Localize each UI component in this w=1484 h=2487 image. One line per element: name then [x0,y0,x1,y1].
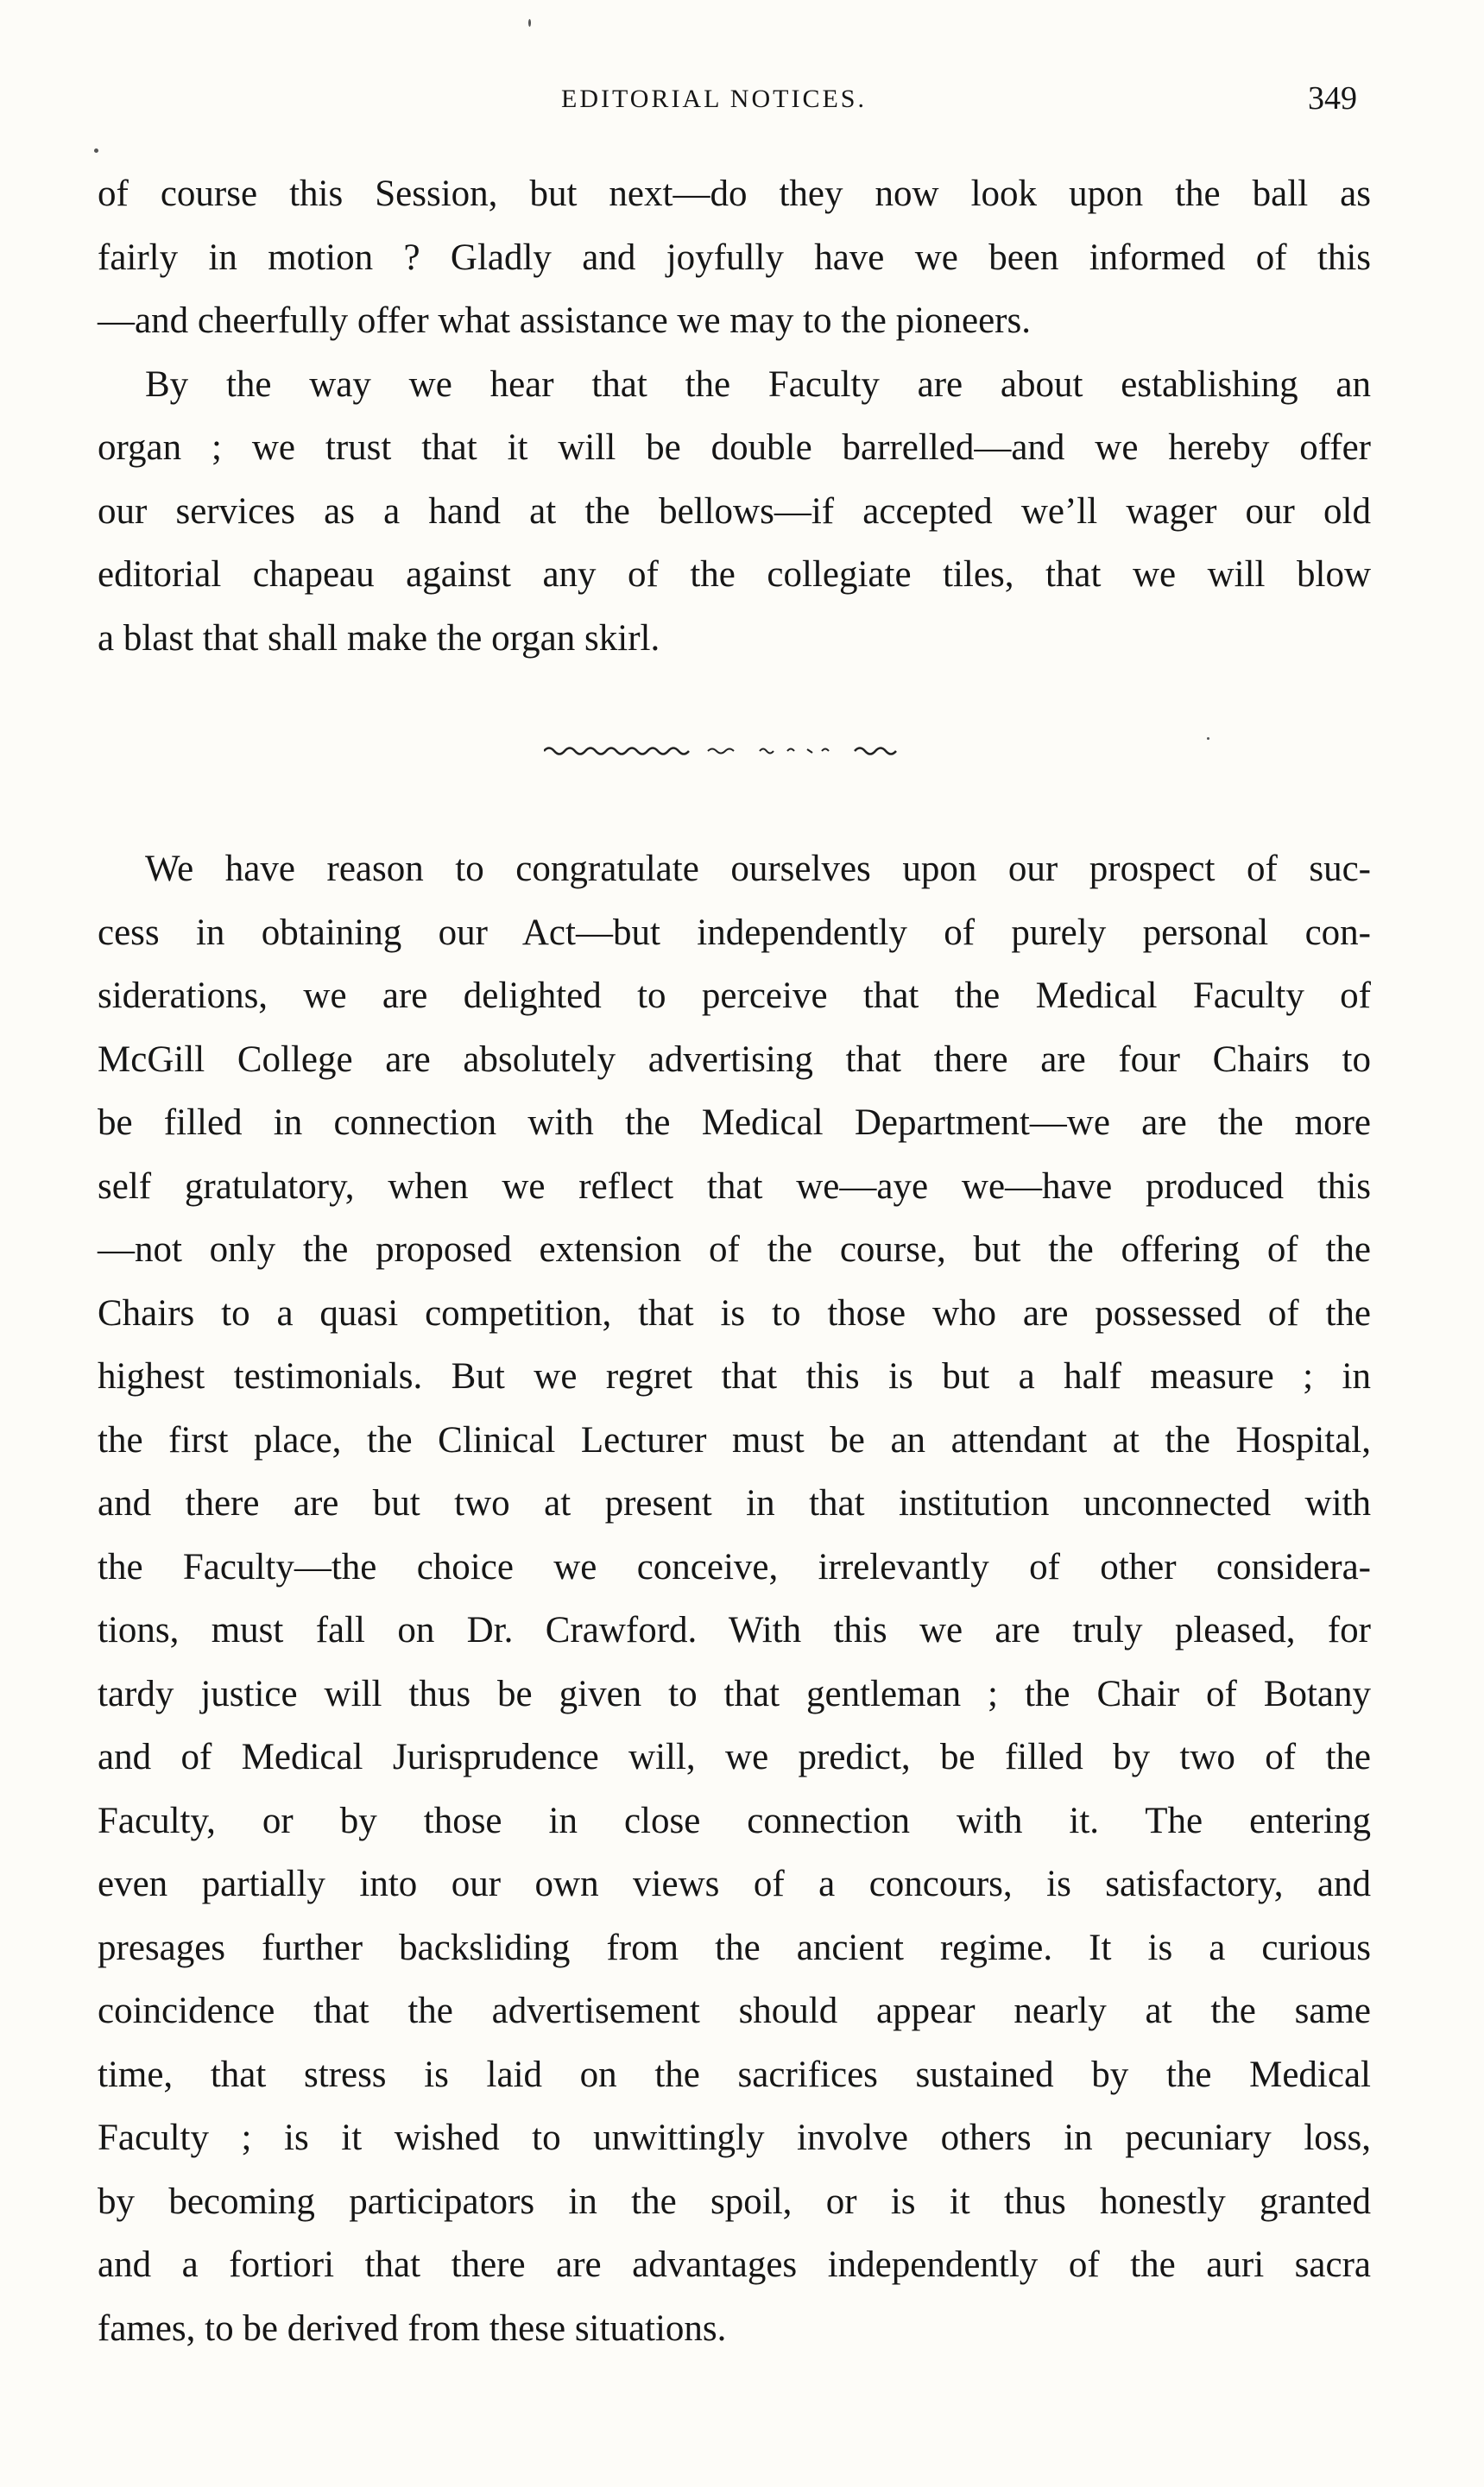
text-line: siderations, we are delighted to perceive that the Medical Faculty of [98,975,1371,1016]
paragraph-group-top [98,162,1371,670]
text-line: coincidence that the advertisement should appear nearly at the same [98,1991,1371,2031]
text-line: be filled in connection with the Medical Department—we are the more [98,1102,1371,1143]
text-line: We have reason to congratulate ourselves upon our prospect of suc- [145,849,1371,889]
text-line: McGill College are absolutely advertising that there are four Chairs to [98,1038,1371,1080]
page-number: 349 [1308,80,1357,117]
ink-speck [528,19,531,27]
text-line: even partially into our own views of a concours, is satisfactory, and [98,1864,1371,1904]
text-line: Chairs to a quasi competition, that is to those who are possessed of the [98,1292,1371,1334]
text-line: editorial chapeau against any of the collegiate tiles, that we will blow [98,554,1371,595]
text-line: and a fortiori that there are advantages independently of the auri sacra [98,2244,1371,2285]
text-line: by becoming participators in the spoil, or is it thus honestly granted [98,2181,1371,2222]
text-line: cess in obtaining our Act—but independently of purely personal con- [98,912,1371,953]
text-line: and of Medical Jurisprudence will, we predict, be filled by two of the [98,1737,1371,1777]
text-line: Faculty ; is it wished to unwittingly involve others in pecuniary loss, [98,2118,1371,2158]
text-line: By the way we hear that the Faculty are about establishing an [145,363,1371,405]
text-line: organ ; we trust that it will be double barrelled—and we hereby offer [98,427,1371,468]
text-line: time, that stress is laid on the sacrifices sustained by the Medical [98,2054,1371,2095]
text-line: and there are but two at present in that institution unconnected with [98,1483,1371,1524]
ink-speck [94,148,98,153]
text-line: highest testimonials. But we regret that this is but a half measure ; in [98,1356,1371,1397]
text-line: the Faculty—the choice we conceive, irrelevantly of other considera- [98,1546,1371,1588]
paragraph [98,837,1371,2360]
text-line: tions, must fall on Dr. Crawford. With this we are truly pleased, for [98,1610,1371,1651]
text-line: fairly in motion ? Gladly and joyfully have we been informed of this [98,237,1371,278]
paragraph-group-bottom [98,837,1371,2360]
text-line: our services as a hand at the bellows—if accepted we’ll wager our old [98,490,1371,532]
text-line: a blast that shall make the organ skirl. [98,617,660,659]
paragraph [98,353,1371,671]
section-divider-ornament [544,741,915,761]
text-line: Faculty, or by those in close connection with it. The entering [98,1800,1371,1841]
text-line: the first place, the Clinical Lecturer must be an attendant at the Hospital, [98,1419,1371,1461]
text-line: —not only the proposed extension of the course, but the offering of the [98,1229,1371,1270]
text-line: tardy justice will thus be given to that gentleman ; the Chair of Botany [98,1673,1371,1714]
paragraph [98,162,1371,353]
text-line: of course this Session, but next—do they now look upon the ball as [98,174,1371,214]
ink-speck [1207,737,1209,740]
running-header [0,79,1484,123]
text-line: fames, to be derived from these situations. [98,2307,727,2349]
running-title: EDITORIAL NOTICES. [561,85,867,113]
text-line: —and cheerfully offer what assistance we may to the pioneers. [98,300,1031,341]
text-line: presages further backsliding from the ancient regime. It is a curious [98,1927,1371,1968]
text-line: self gratulatory, when we reflect that we—aye we—have produced this [98,1165,1371,1207]
